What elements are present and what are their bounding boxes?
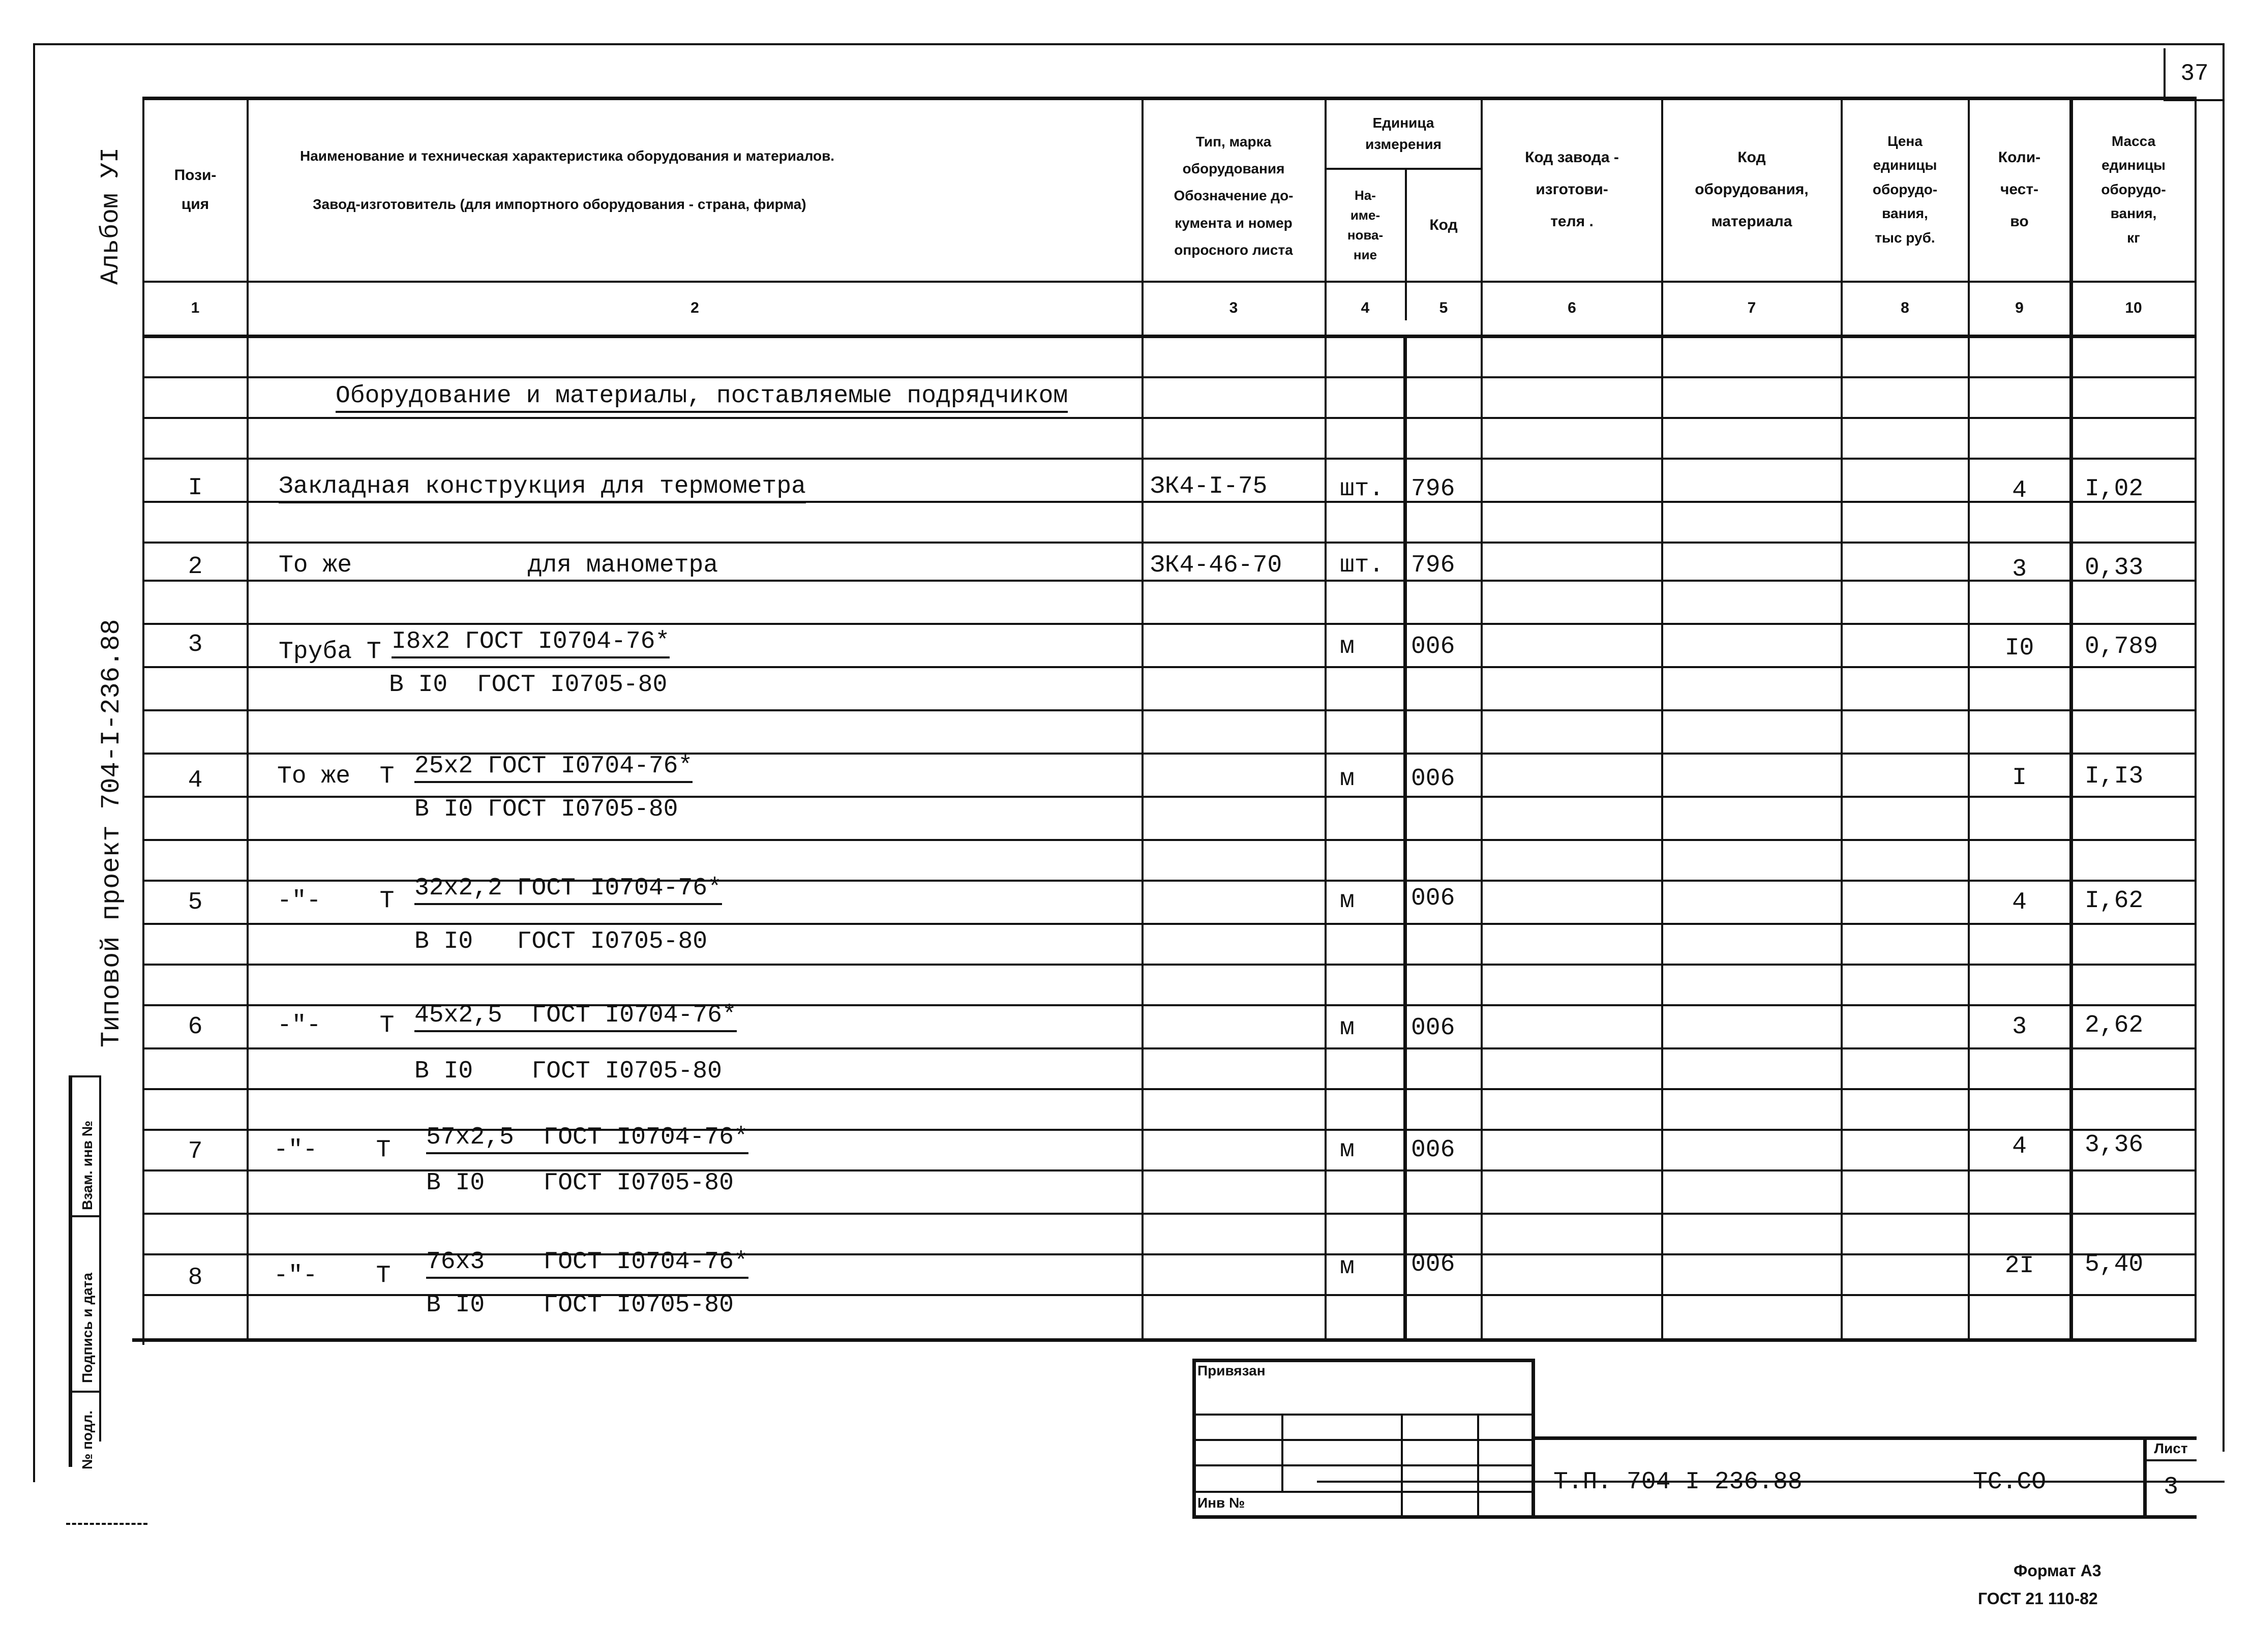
stamp-sheet: 3 [2164, 1474, 2178, 1501]
col-line-4b [1403, 335, 1407, 1339]
row1-name [279, 473, 806, 500]
row-line [142, 580, 2197, 582]
hdr-name-line1: Наименование и техническая характеристика оборудования и материалов. [300, 148, 835, 164]
table-left [142, 97, 144, 1345]
row-line [142, 1213, 2197, 1215]
stamp-top [1192, 1359, 1534, 1362]
hdr-unit-name: На- име- нова- ние [1347, 187, 1384, 262]
colnum-9: 9 [2015, 299, 2024, 316]
row2-unit: шт. [1340, 552, 1384, 579]
hdr-mass: Масса единицы оборудо- вания, кг [2101, 133, 2166, 246]
row1-pos: I [188, 474, 203, 502]
stamp-row3 [1192, 1464, 1534, 1466]
side-stamp-div2 [69, 1391, 99, 1393]
row1-mass: I,02 [2085, 475, 2144, 503]
outer-right-border [2223, 43, 2225, 1452]
gost-label: ГОСТ 21 110-82 [1978, 1589, 2098, 1608]
title-block-top [1532, 1436, 2197, 1440]
hdr-unit-code: Код [1429, 217, 1458, 233]
row8-pos: 8 [188, 1264, 203, 1291]
hdr-quantity: Коли- чест- во [1998, 149, 2041, 230]
col-line-7 [1841, 97, 1843, 1340]
colnum-sep [142, 335, 2197, 338]
row5-qty: 4 [2012, 889, 2027, 916]
colnum-7: 7 [1747, 299, 1756, 316]
row5-name-pre: -"- Т [277, 887, 395, 915]
row2-code: 796 [1411, 552, 1455, 579]
row2-type: ЗК4-46-70 [1150, 552, 1282, 579]
col-line-1 [247, 97, 249, 1340]
hdr-equipment-code: Код оборудования, материала [1695, 149, 1809, 230]
colnum-5: 5 [1439, 299, 1448, 316]
hdr-price: Цена единицы оборудо- вания, тыс руб. [1872, 133, 1938, 246]
outer-left-border [33, 43, 35, 1482]
colnum-10: 10 [2125, 299, 2142, 316]
row6-mass: 2,62 [2085, 1012, 2144, 1039]
row7-pos: 7 [188, 1138, 203, 1165]
table-right [2195, 97, 2197, 1340]
col-line-3 [1325, 97, 1327, 1340]
stamp-code: ТС.СО [1973, 1468, 2047, 1496]
row5-code: 006 [1411, 885, 1455, 912]
col-line-8 [1968, 97, 1970, 1340]
row6-name-top [414, 1002, 737, 1029]
row-line [142, 542, 2197, 544]
col-line-5 [1481, 97, 1483, 1340]
row1-type: ЗК4-I-75 [1150, 473, 1268, 500]
side-stamp-div1 [69, 1215, 99, 1217]
row7-code: 006 [1411, 1136, 1455, 1164]
row5-name-top-text: 32x2,2 ГОСТ I0704-76* [414, 875, 722, 905]
row7-name-bottom: В I0 ГОСТ I0705-80 [426, 1169, 734, 1197]
row4-name-pre: То же Т [277, 763, 395, 790]
row1-qty: 4 [2012, 477, 2027, 504]
stamp-col3 [1477, 1414, 1479, 1515]
row4-name-bottom: В I0 ГОСТ I0705-80 [414, 796, 678, 823]
stamp-row4 [1192, 1491, 1534, 1493]
row-line [142, 376, 2197, 378]
row8-unit: м [1340, 1253, 1355, 1281]
project-label: Типовой проект 704-I-236.88 [97, 619, 127, 1047]
row6-pos: 6 [188, 1013, 203, 1041]
row5-unit: м [1340, 887, 1355, 915]
stamp-row2 [1192, 1439, 1534, 1441]
row8-name-pre: -"- Т [274, 1262, 391, 1289]
row6-name-top-text: 45x2,5 ГОСТ I0704-76* [414, 1002, 737, 1032]
row4-pos: 4 [188, 767, 203, 794]
row8-name-top-text: 76x3 ГОСТ I0704-76* [426, 1248, 748, 1279]
row8-code: 006 [1411, 1251, 1455, 1278]
hdr-position: Пози- ция [174, 166, 217, 213]
row4-name-top-text: 25x2 ГОСТ I0704-76* [414, 753, 693, 783]
row-line [142, 1047, 2197, 1049]
col-line-9 [2069, 97, 2073, 1340]
row3-name-bottom: В I0 ГОСТ I0705-80 [389, 671, 668, 699]
row7-name-top-text: 57x2,5 ГОСТ I0704-76* [426, 1124, 748, 1154]
stamp-col2 [1401, 1414, 1403, 1515]
hdr-plant-code: Код завода - изготови- теля . [1525, 149, 1619, 230]
stamp-bound-label: Привязан [1197, 1363, 1266, 1378]
row-line [142, 458, 2197, 460]
row3-unit: м [1340, 633, 1355, 660]
row6-qty: 3 [2012, 1013, 2027, 1041]
row8-mass: 5,40 [2085, 1251, 2144, 1278]
row2-pos: 2 [188, 553, 203, 581]
row2-qty: 3 [2012, 556, 2027, 583]
row7-name-top [426, 1124, 748, 1151]
row3-code: 006 [1411, 633, 1455, 660]
row6-unit: м [1340, 1014, 1355, 1042]
row3-mass: 0,789 [2085, 633, 2158, 660]
row-line [142, 666, 2197, 668]
table-bottom [132, 1338, 2197, 1342]
row5-mass: I,62 [2085, 887, 2144, 915]
sheet-box-left [2143, 1436, 2147, 1517]
colnum-4: 4 [1361, 299, 1370, 316]
colnum-8: 8 [1901, 299, 1909, 316]
section-title [336, 382, 1068, 410]
row6-name-pre: -"- Т [277, 1012, 395, 1039]
row3-qty: I0 [2004, 635, 2034, 662]
row8-qty: 2I [2004, 1252, 2034, 1280]
row4-unit: м [1340, 765, 1355, 793]
row2-mass: 0,33 [2085, 554, 2144, 582]
row5-pos: 5 [188, 889, 203, 916]
album-label: Альбом УI [97, 147, 126, 285]
side-stamp-vzam: Взам. инв № [79, 1121, 95, 1210]
row-line [142, 623, 2197, 625]
colnum-2: 2 [690, 299, 699, 316]
row6-name-bottom: В I0 ГОСТ I0705-80 [414, 1058, 722, 1085]
row7-qty: 4 [2012, 1133, 2027, 1160]
sheet-box-sep [2143, 1459, 2197, 1461]
row7-mass: 3,36 [2085, 1131, 2144, 1159]
row3-name-pre: Труба Т [279, 638, 381, 666]
row8-name-top [426, 1248, 748, 1276]
row-line [142, 923, 2197, 925]
side-stamp-top [69, 1075, 99, 1077]
row8-name-bottom: В I0 ГОСТ I0705-80 [426, 1291, 734, 1319]
row-line [142, 709, 2197, 711]
row-line [142, 839, 2197, 841]
row4-code: 006 [1411, 765, 1455, 793]
row4-name-top [414, 753, 693, 780]
row7-unit: м [1340, 1136, 1355, 1164]
row2-name: То же для манометра [279, 552, 718, 579]
colnum-1: 1 [191, 299, 200, 316]
title-block-bottom [1192, 1515, 2197, 1519]
row-line [142, 417, 2197, 419]
hdr-name-line2: Завод-изготовитель (для импортного оборудования - страна, фирма) [313, 196, 806, 212]
stamp-inv-label: Инв № [1197, 1495, 1245, 1511]
outer-bottom-dashed [66, 1523, 147, 1525]
row6-code: 006 [1411, 1014, 1455, 1042]
row-line [142, 1088, 2197, 1090]
row3-pos: 3 [188, 631, 203, 658]
outer-top-border [33, 43, 2225, 45]
format-label: Формат А3 [2014, 1561, 2101, 1580]
colnum-6: 6 [1568, 299, 1576, 316]
side-stamp-podl: № подл. [79, 1410, 95, 1469]
row-line [142, 964, 2197, 966]
section-title-text: Оборудование и материалы, поставляемые подрядчиком [336, 382, 1068, 413]
stamp-doc: Т.П. 704-I-236.88 [1553, 1468, 1803, 1496]
row4-mass: I,I3 [2085, 763, 2144, 790]
hdr-unit: Единица измерения [1365, 114, 1442, 152]
page-number-frame-left [2164, 48, 2166, 99]
side-stamp-sign: Подпись и дата [79, 1273, 95, 1383]
stamp-row1 [1192, 1414, 1534, 1416]
stamp-sheet-label: Лист [2154, 1440, 2188, 1456]
row7-name-pre: -"- Т [274, 1136, 391, 1164]
col-line-6 [1661, 97, 1663, 1340]
row5-name-top [414, 875, 722, 902]
row5-name-bottom: В I0 ГОСТ I0705-80 [414, 928, 708, 955]
side-stamp-left [69, 1075, 72, 1467]
row3-name-top [392, 628, 670, 655]
stamp-left [1192, 1359, 1196, 1517]
stamp-col1 [1281, 1414, 1283, 1491]
row1-code: 796 [1411, 475, 1455, 503]
row4-qty: I [2012, 764, 2027, 792]
col-line-2 [1142, 97, 1144, 1340]
colnum-3: 3 [1229, 299, 1238, 316]
row1-unit: шт. [1340, 475, 1384, 503]
page-number: 37 [2180, 61, 2209, 87]
unit-sub-sep [1325, 168, 1481, 170]
hdr-type: Тип, марка оборудования Обозначение до- кумента и номер опросного листа [1174, 134, 1294, 258]
row1-name-text: Закладная конструкция для термометра [279, 473, 806, 503]
col-line-4 [1405, 168, 1407, 320]
row3-name-top-text: I8x2 ГОСТ I0704-76* [392, 628, 670, 658]
